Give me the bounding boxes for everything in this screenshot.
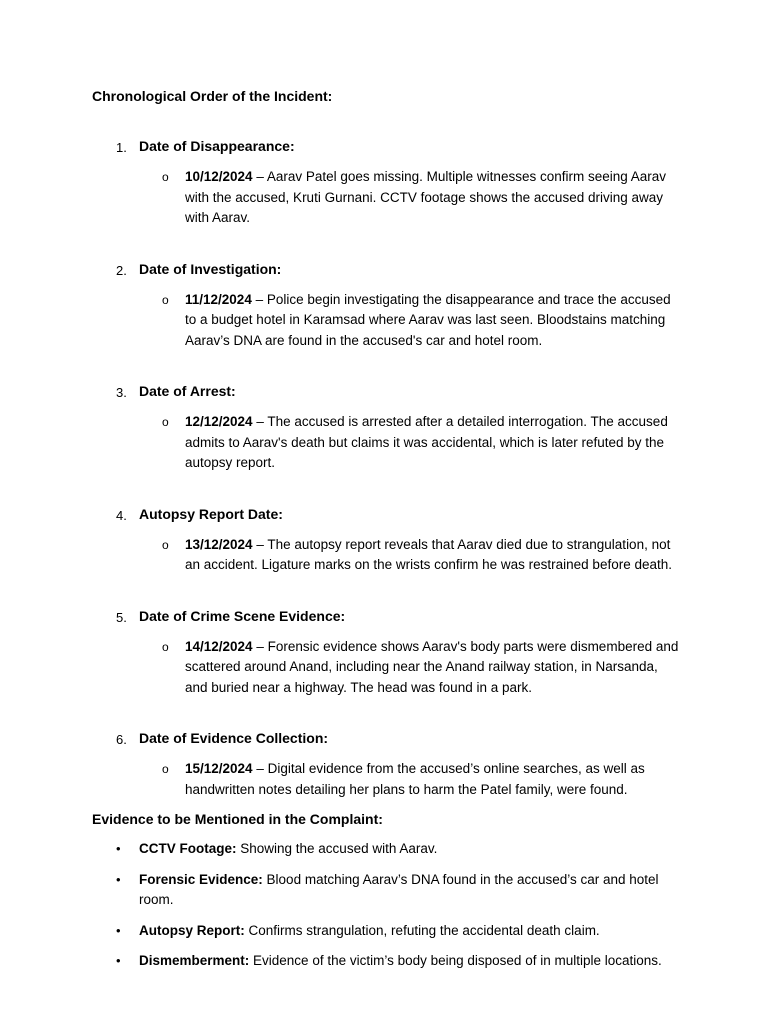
step-number: 4. (116, 507, 127, 523)
evidence-text: Confirms strangulation, refuting the accidental death claim. (244, 922, 600, 938)
step-date: 13/12/2024 (185, 536, 253, 552)
evidence-label: Dismemberment: (139, 953, 250, 968)
bullet-icon: • (116, 953, 121, 968)
evidence-label: CCTV Footage: (139, 841, 237, 856)
evidence-label: Forensic Evidence: (139, 871, 263, 887)
step-date: 14/12/2024 (185, 638, 253, 654)
circle-bullet-icon: o (162, 415, 169, 429)
step-text: – Digital evidence from the accused’s online searches, as well as handwritten notes detailing her plans to harm the Patel family, were found. (185, 761, 645, 797)
document-page (92, 86, 682, 972)
step-detail (92, 401, 682, 474)
step-title: Date of Investigation: (139, 260, 282, 277)
evidence-heading: Evidence to be Mentioned in the Complaint: (92, 811, 383, 827)
chronology-step (92, 474, 682, 576)
step-number: 1. (116, 140, 127, 155)
step-title: Date of Evidence Collection: (139, 730, 329, 746)
evidence-label: Autopsy Report: (139, 922, 245, 938)
chronology-step (92, 229, 682, 352)
step-date: 11/12/2024 (185, 291, 252, 307)
circle-bullet-icon: o (162, 170, 169, 184)
step-title: Date of Crime Scene Evidence: (139, 607, 346, 624)
step-title: Date of Disappearance: (139, 138, 295, 154)
chronology-step (92, 698, 682, 800)
step-detail (92, 156, 682, 229)
chronology-step (92, 351, 682, 474)
chronology-list (92, 106, 682, 800)
step-number: 3. (116, 385, 127, 400)
chronology-step (92, 106, 682, 229)
step-text: – The accused is arrested after a detailed interrogation. The accused admits to Aarav's death but claims it was accidental, which is later refuted by the autopsy report. (185, 414, 668, 470)
step-detail (92, 279, 682, 352)
circle-bullet-icon: o (162, 762, 169, 776)
chronology-step (92, 576, 682, 699)
step-number: 5. (116, 609, 127, 625)
step-detail (92, 748, 682, 800)
evidence-text: Blood matching Aarav’s DNA found in the accused’s car and hotel room. (139, 871, 659, 907)
circle-bullet-icon: o (162, 537, 169, 552)
evidence-item (92, 911, 682, 942)
bullet-icon: • (116, 841, 121, 856)
evidence-text: Showing the accused with Aarav. (236, 841, 438, 856)
circle-bullet-icon: o (162, 639, 169, 654)
evidence-text: Evidence of the victim’s body being disposed of in multiple locations. (249, 953, 662, 968)
step-number: 6. (116, 732, 127, 747)
step-date: 15/12/2024 (185, 761, 253, 776)
evidence-item (92, 860, 682, 911)
evidence-item (92, 829, 682, 860)
step-text: – Police begin investigating the disappearance and trace the accused to a budget hotel in Karamsad where Aarav was last seen. Bloodstains matching Aarav’s DNA are found in the accused's car and hotel room. (185, 291, 671, 348)
bullet-icon: • (116, 871, 121, 887)
circle-bullet-icon: o (162, 292, 169, 307)
step-number: 2. (116, 262, 127, 278)
step-text: – Forensic evidence shows Aarav's body parts were dismembered and scattered around Anand, including near the Anand railway station, in Narsanda, and buried near a highway. The head was found in a park. (185, 638, 679, 695)
step-text: – The autopsy report reveals that Aarav died due to strangulation, not an accident. Ligature marks on the wrists confirm he was restrained before death. (185, 536, 672, 572)
step-detail (92, 524, 682, 576)
step-title: Autopsy Report Date: (139, 505, 283, 522)
step-text: – Aarav Patel goes missing. Multiple witnesses confirm seeing Aarav with the accused, Kruti Gurnani. CCTV footage shows the accused driving away with Aarav. (185, 169, 667, 225)
step-date: 10/12/2024 (185, 169, 253, 184)
bullet-icon: • (116, 922, 121, 938)
step-date: 12/12/2024 (185, 414, 253, 429)
evidence-list (92, 829, 682, 972)
step-title: Date of Arrest: (139, 383, 236, 399)
chronology-heading: Chronological Order of the Incident: (92, 88, 333, 104)
step-detail (92, 626, 682, 699)
evidence-item (92, 941, 682, 972)
